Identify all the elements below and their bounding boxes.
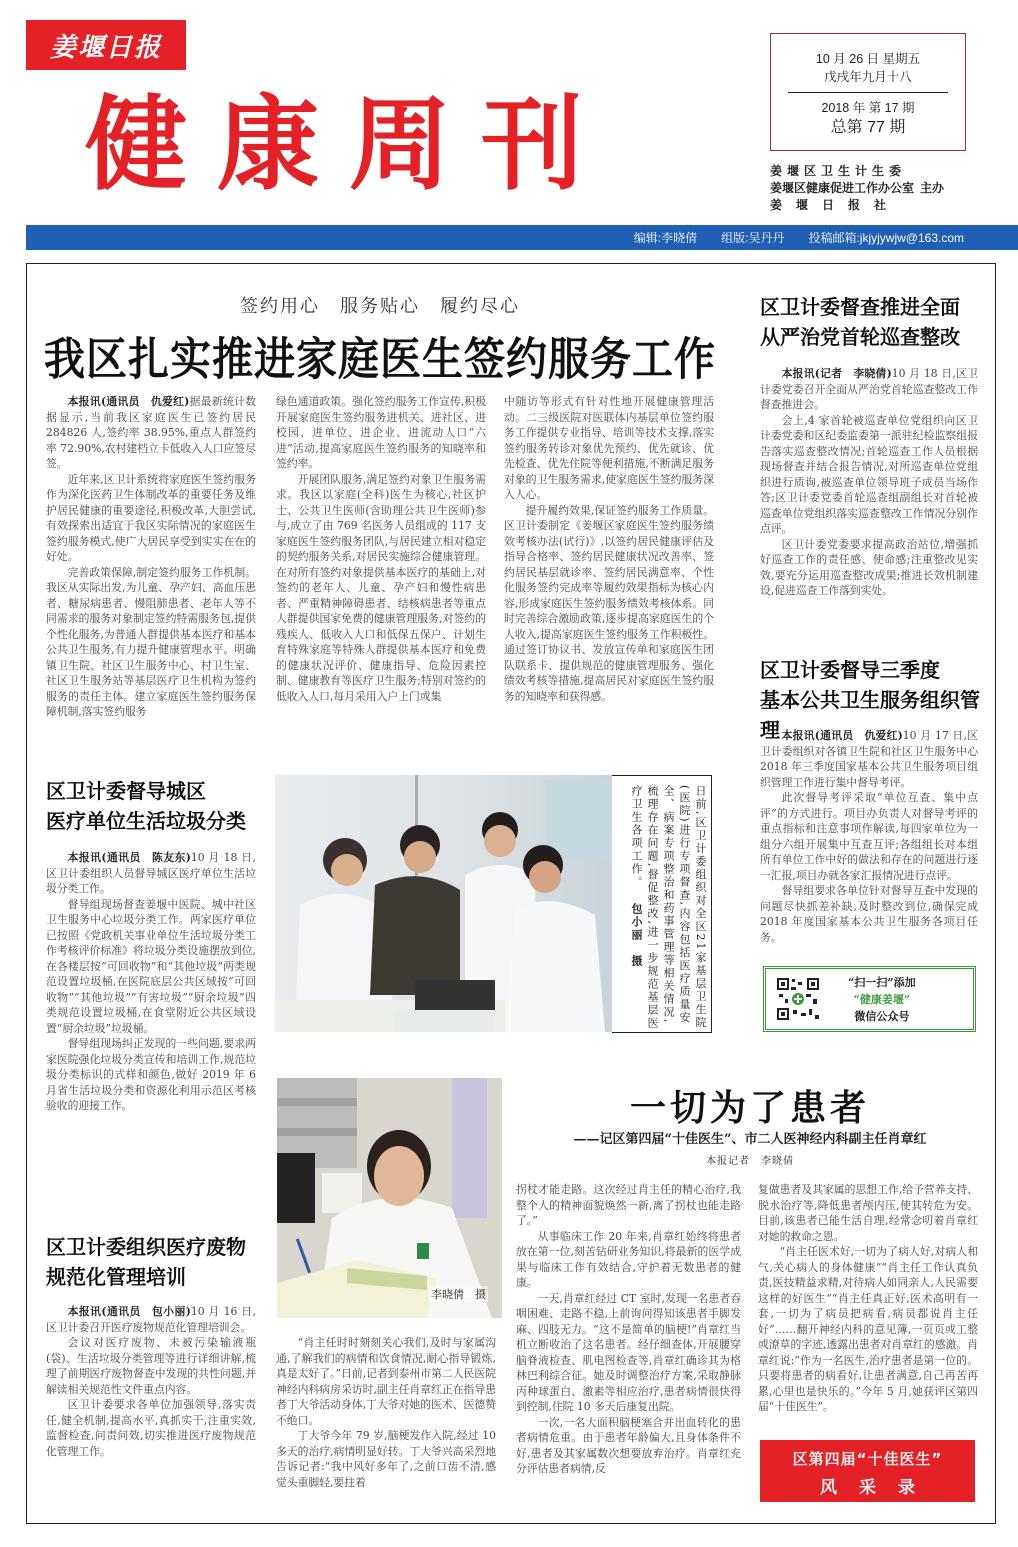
host-label: 主办 — [920, 181, 945, 195]
wechat-promo[interactable] — [763, 966, 976, 1032]
article-paragraph — [516, 1229, 741, 1291]
waste-body — [46, 1304, 256, 1459]
headline-line: 区卫计委督查推进全面 — [760, 295, 960, 319]
article-paragraph — [46, 565, 256, 720]
sponsors-block — [770, 163, 1000, 214]
paragraph-text: 完善政策保障,制定签约服务工作机制。我区从实际出发,为儿童、孕产妇、高血压患者、糖尿病患者、慢阻肺患者、老年人等不同需求的服务对象制定签约特需服务包,提供个性化服务,为普通人群提供基本医疗和基本公共卫生服务,有力提升健康管理水平。明确镇卫生院、社区卫生服务中心、村卫生室、社区卫生服务站等基层医疗卫生机构为签约服务的责任主体。建立家庭医生签约服务保障机制,落实签约服务 — [46, 565, 256, 718]
garbage-headline — [46, 776, 266, 836]
inspection-headline — [760, 292, 980, 352]
total-issue: 总第 77 期 — [830, 119, 906, 136]
inspection-caption — [618, 785, 708, 1030]
paragraph-text: 提升履约效果,保证签约服务工作质量。区卫计委制定《姜堰区家庭医生签约服务绩效考核办法(试行)》,以签约居民健康评估及指导合格率、签约居民健康状况改善率、签约居民基层就诊率、签约居民满意率、个性化服务签约完成率等履约效果指标为核心内容,形成家庭医生签约服务绩效考核体系。同时完善综合激励政策,逐步提高家庭医生的个人收入,提高家庭医生签约服务工作积极性。通过签订协议书、发放宣传单和家庭医生团队联系卡、提供规范的健康管理服务、强化绩效考核等措施,提高居民对家庭医生签约服务的知晓率和获得感。 — [504, 503, 714, 703]
article-paragraph — [758, 1182, 978, 1244]
feature-col-1 — [276, 1335, 496, 1490]
issue-info-box — [770, 33, 966, 151]
paragraph-text: 丁大爷今年 79 岁,脑梗发作入院,经过 10 多天的治疗,病情明显好转。丁大爷兴高采烈地告诉记者:“我中风好多年了,之前口齿不清,感觉头重脚轻,要拄着 — [276, 1429, 496, 1489]
top-ten-doctors-badge — [760, 1440, 975, 1502]
feature-byline: 本报记者 李晓倩 — [706, 1156, 794, 1167]
editor-credit: 编辑:李晓倩 — [633, 231, 698, 245]
dateline: 本报讯(通讯员 包小丽) — [67, 1305, 191, 1318]
supplement-title: 健康周刊 — [85, 86, 613, 205]
promo-line-1: “扫一扫”添加 — [848, 975, 916, 989]
wechat-promo-text — [848, 974, 916, 1025]
article-paragraph — [516, 1182, 741, 1229]
doctor-photo-credit: 李晓倩 摄 — [429, 1286, 488, 1302]
paragraph-text: 一天,肖章红经过 CT 室时,发现一名患者吞咽困难、走路不稳,上前询问得知该患者手脚发麻、四肢无力。“这不是简单的脑梗!”肖章红当机立断收治了这名患者。经仔细查体,开展腰穿脑脊液检查、肌电图检查等,肖章红确诊其为格林巴利综合征。她及时调整治疗方案,采取静脉丙种球蛋白、激素等相应治疗,患者病情很快得到控制,住院 10 多天后康复出院。 — [516, 1291, 741, 1413]
paragraph-text: 近年来,区卫计系统将家庭医生签约服务作为深化医药卫生体制改革的重要任务及维护居民健康的重要途径,积极改革,大胆尝试,有效探索出适宜于我区实际情况的家庭医生签约服务模式,使广大居民享受到实实在在的好处。 — [46, 472, 256, 563]
date-line: 10 月 26 日 星期五 — [815, 52, 921, 66]
headline-line: 区卫计委督导三季度 — [760, 658, 940, 682]
lead-col-3 — [504, 394, 714, 704]
article-paragraph — [46, 1304, 256, 1335]
article-paragraph — [276, 394, 486, 472]
article-paragraph — [504, 394, 714, 503]
promo-line-3: 微信公众号 — [854, 1009, 910, 1023]
article-paragraph — [46, 1036, 256, 1114]
paragraph-text: 区卫计委要求各单位加强领导,落实责任,健全机制,提高水平,真抓实干,注重实效,监督检查,问责问效,切实推进医疗废物规范化管理工作。 — [46, 1398, 256, 1458]
article-paragraph — [760, 883, 978, 945]
paragraph-text: 10 月 17 日,区卫计委组织对各镇卫生院和社区卫生服务中心 2018 年三季度国家基本公共卫生服务项目组织管理工作进行集中督导考评。 — [760, 729, 978, 789]
article-paragraph — [46, 897, 256, 1037]
paragraph-text: 10 月 18 日,区卫计委组织人员督导城区医疗单位生活垃圾分类工作。 — [46, 851, 256, 895]
dateline: 本报讯(通讯员 仇爱红) — [781, 729, 903, 742]
feature-col-3 — [758, 1182, 978, 1415]
article-paragraph — [760, 728, 978, 790]
sponsor-1: 姜堰区卫生计生委 — [770, 164, 907, 178]
public-health-body — [760, 728, 978, 945]
article-paragraph — [758, 1244, 978, 1415]
article-paragraph — [516, 1415, 741, 1477]
paragraph-text: “肖主任时时刻刻关心我们,及时与家属沟通,了解我们的病情和饮食情况,耐心指导锻炼,真是太好了。”日前,记者到泰州市第二人民医院神经内科病房采访时,副主任肖章红正在指导患者丁大爷活动身体,丁大爷对她的医术、医德赞不绝口。 — [276, 1336, 496, 1427]
article-paragraph — [46, 850, 256, 897]
sponsor-2: 姜堰区健康促进工作办公室 — [770, 181, 915, 195]
lead-kicker: 签约用心 服务贴心 履约尽心 — [240, 296, 520, 317]
article-paragraph — [516, 1291, 741, 1415]
layout-credit: 组版:吴丹丹 — [721, 231, 785, 245]
paragraph-text: 督导组现场纠正发现的一些问题,要求两家医院强化垃圾分类宣传和培训工作,规范垃圾分类标识的式样和颜色,做好 2019 年 6 月省生活垃圾分类和资源化利用示范区考核验收的迎接工作。 — [46, 1037, 256, 1112]
doctor-photo — [277, 1078, 502, 1318]
paragraph-text: 开展团队服务,满足签约对象卫生服务需求。我区以家庭(全科)医生为核心,社区护士、公共卫生医师(含助理公共卫生医师)参与,成立了由 769 名医务人员组成的 117 支家庭医生签约服务团队,与居民建立相对稳定的契约服务关系,对居民实施综合健康管理。在对所有签约对象提供基本医疗的基础上,对签约的老年人、儿童、孕产妇和慢性病患者、严重精神障碍患者、结核病患者等重点人群提供国家免费的健康管理服务,对签约的残疾人、低收入人口和低保五保户、计划生育特殊家庭等特殊人群提供基本医疗和免费的健康状况评价、健康指导、危险因素控制、健康教育等医疗卫生服务;特别对签约的低收入人口,每月采用入户上门或集 — [276, 472, 486, 703]
waste-headline — [46, 1232, 266, 1292]
paragraph-text: 会议对医疗废物、未被污染输液瓶(袋)、生活垃圾分类管理等进行详细讲解,梳理了前期医疗废物督查中发现的共性问题,并解读相关规范性文件重点内容。 — [46, 1336, 256, 1396]
article-paragraph — [760, 413, 978, 537]
article-paragraph — [760, 366, 978, 413]
paragraph-text: 督导组要求各单位针对督导互查中发现的问题尽快抓差补缺,及时整改到位,确保完成 2018 年度国家基本公共卫生服务各项目任务。 — [760, 884, 978, 944]
issue-line: 2018 年 第 17 期 — [821, 101, 915, 115]
article-paragraph — [276, 1428, 496, 1490]
inspection-photo — [275, 775, 615, 1032]
article-paragraph — [760, 537, 978, 599]
paragraph-text: 10 月 16 日,区卫计委召开医疗废物规范化管理培训会。 — [46, 1305, 256, 1334]
submission-email[interactable]: 投稿邮箱:jkjyjywjw@163.com — [808, 231, 964, 245]
paragraph-text: 中随访等形式有针对性地开展健康管理活动。二三级医院对医联体内基层单位签约服务工作提供专业指导、培训等技术支撑,落实签约服务转诊对象优先预约、优先就诊、优先检查、优先住院等便利措施,不断满足服务对象的卫生服务需求,使家庭医生签约服务深入人心。 — [504, 395, 714, 501]
lead-col-2 — [276, 394, 486, 704]
lead-headline: 我区扎实推进家庭医生签约服务工作 — [44, 332, 716, 386]
divider — [788, 92, 948, 93]
article-paragraph — [504, 503, 714, 705]
paragraph-text: 督导组现场督查姜堰中医院、城中社区卫生服务中心垃圾分类工作。两家医疗单位已按照《党政机关事业单位生活垃圾分类工作考核评价标准》将垃圾分类设施摆放到位,在各楼层按“可回收物”和“其他垃圾”两类规范设置垃圾桶,在医院底层公共区域按“可回收物”“其他垃圾”“有害垃圾”“厨余垃圾”四类规范设置垃圾桶,在食堂附近公共区域设置“厨余垃圾”垃圾桶。 — [46, 897, 256, 1035]
headline-line: 区卫计委组织医疗废物 — [46, 1235, 246, 1259]
paragraph-text: 拐杖才能走路。这次经过肖主任的精心治疗,我整个人的精神面貌焕然一新,离了拐杖也能走路了。” — [516, 1183, 741, 1227]
article-paragraph — [46, 1335, 256, 1397]
article-paragraph — [276, 472, 486, 705]
headline-line: 区卫计委督导城区 — [46, 779, 206, 803]
article-paragraph — [46, 1397, 256, 1459]
inspection-body — [760, 366, 978, 599]
paragraph-text: 据最新统计数据显示,当前我区家庭医生已签约居民 284826 人,签约率 38.95%,重点人群签约率 72.90%,农村建档立卡低收入人口应签尽签。 — [46, 395, 256, 470]
headline-line: 医疗单位生活垃圾分类 — [46, 809, 246, 833]
badge-line-2: 风采录 — [820, 1478, 937, 1498]
paragraph-text: 此次督导考评采取“单位互查、集中点评”的方式进行。项目办负责人对督导考评的重点指标和注意事项作解读,每四家单位为一组分六组开展集中互查互评;各组组长对本组所有单位工作中好的做法和存在的问题进行逐一汇报,项目办就各家汇报情况进行点评。 — [760, 791, 978, 882]
dateline: 本报讯(通讯员 陈友东) — [67, 851, 191, 864]
feature-headline: 一切为了患者 — [629, 1088, 870, 1129]
paragraph-text: 绿色通道政策。强化签约服务工作宣传,积极开展家庭医生签约服务进机关、进社区、进校园、进单位、进企业、进流动人口“六进”活动,提高家庭医生签约服务的知晓率和签约率。 — [276, 395, 486, 470]
paragraph-text: 一次,一名大面积脑梗塞合并出血转化的患者病情危重。由于患者年龄偏大,且身体条件不好,患者及其家属数次想要放弃治疗。肖章红充分评估患者病情,反 — [516, 1415, 741, 1475]
headline-line: 从严治党首轮巡查整改 — [760, 325, 960, 349]
caption-text: 日前,区卫计委组织对全区21家基层卫生院(医院)进行专项督查,内容包括医疗质量安全、病案专项整治和药事管理等相关情况,梳理存在问题,督促整改,进一步规范基层医疗卫生各项工作。 — [630, 785, 707, 1030]
article-paragraph — [760, 790, 978, 883]
dateline: 本报讯(通讯员 仇爱红) — [67, 395, 190, 408]
garbage-body — [46, 850, 256, 1114]
paragraph-text: 会上,4 家首轮被巡查单位党组织向区卫计委党委和区纪委监委第一派驻纪检监察组报告落实巡查整改情况;首轮巡查工作人员根据现场督查并结合报告情况,对所巡查单位党组织进行质询,被巡查单位领导班子成员当场作答;区卫计委党委首轮巡查组副组长对首轮被巡查单位党组织落实巡查整改工作情况分别作点评。 — [760, 413, 978, 535]
paragraph-text: 复做患者及其家属的思想工作,给予营养支持、脱水治疗等,降低患者颅内压,使其转危为安。目前,该患者已能生活自理,经常念叨着肖章红对她的救命之恩。 — [758, 1183, 978, 1243]
promo-account-name: “健康姜堰” — [853, 992, 911, 1006]
article-paragraph — [46, 472, 256, 565]
headline-line: 规范化管理培训 — [46, 1265, 186, 1289]
paragraph-text: “肖主任医术好,一切为了病人好,对病人和气,关心病人的身体健康”“肖主任工作认真负责,医技精益求精,对待病人如同亲人,人民需要这样的好医生”“肖主任真正好,医术高明有一套,一切为了病员把病看,病员都说肖主任好”……翻开神经内科的意见簿,一页页或工整或潦草的字迹,透露出患者对肖章红的感激。肖章红说:“作为一名医生,治疗患者是第一位的。只要将患者的病看好,让患者满意,自己再苦再累,心里也是快乐的。”今年 5 月,她获评区第四届“十佳医生”。 — [758, 1245, 978, 1413]
feature-subtitle: ——记区第四届“十佳医生”、市二人医神经内科副主任肖章红 — [573, 1132, 927, 1147]
lunar-date: 戊戌年九月十八 — [824, 70, 912, 84]
lead-col-1 — [46, 394, 256, 720]
paragraph-text: 从事临床工作 20 年来,肖章红始终将患者放在第一位,刻苦钻研业务知识,将最新的医学成果与临床工作有效结合,守护着无数患者的健康。 — [516, 1229, 741, 1289]
info-bar — [26, 225, 1018, 250]
qr-code-icon[interactable] — [776, 977, 820, 1021]
article-paragraph — [276, 1335, 496, 1428]
paragraph-text: 区卫计委党委要求提高政治站位,增强抓好巡查工作的责任感、使命感;注重整改见实效,要充分运用巡查整改成果;推进长效机制建设,促进巡查工作落到实处。 — [760, 537, 978, 597]
dateline: 本报讯(记者 李晓倩) — [781, 367, 892, 380]
article-paragraph — [46, 394, 256, 472]
sponsor-3: 姜堰日报社 — [770, 198, 901, 212]
paragraph-text: 10 月 18 日,区卫计委党委召开全面从严治党首轮巡查整改工作督查推进会。 — [760, 367, 978, 411]
headline-line: 基本公共卫生服务组织管理 — [760, 688, 980, 742]
badge-line-1: 区第四届“十佳医生” — [792, 1450, 943, 1468]
feature-col-2 — [516, 1182, 741, 1477]
photo-credit: 包小丽 摄 — [630, 902, 643, 968]
paper-logo: 姜堰日报 — [26, 20, 186, 70]
